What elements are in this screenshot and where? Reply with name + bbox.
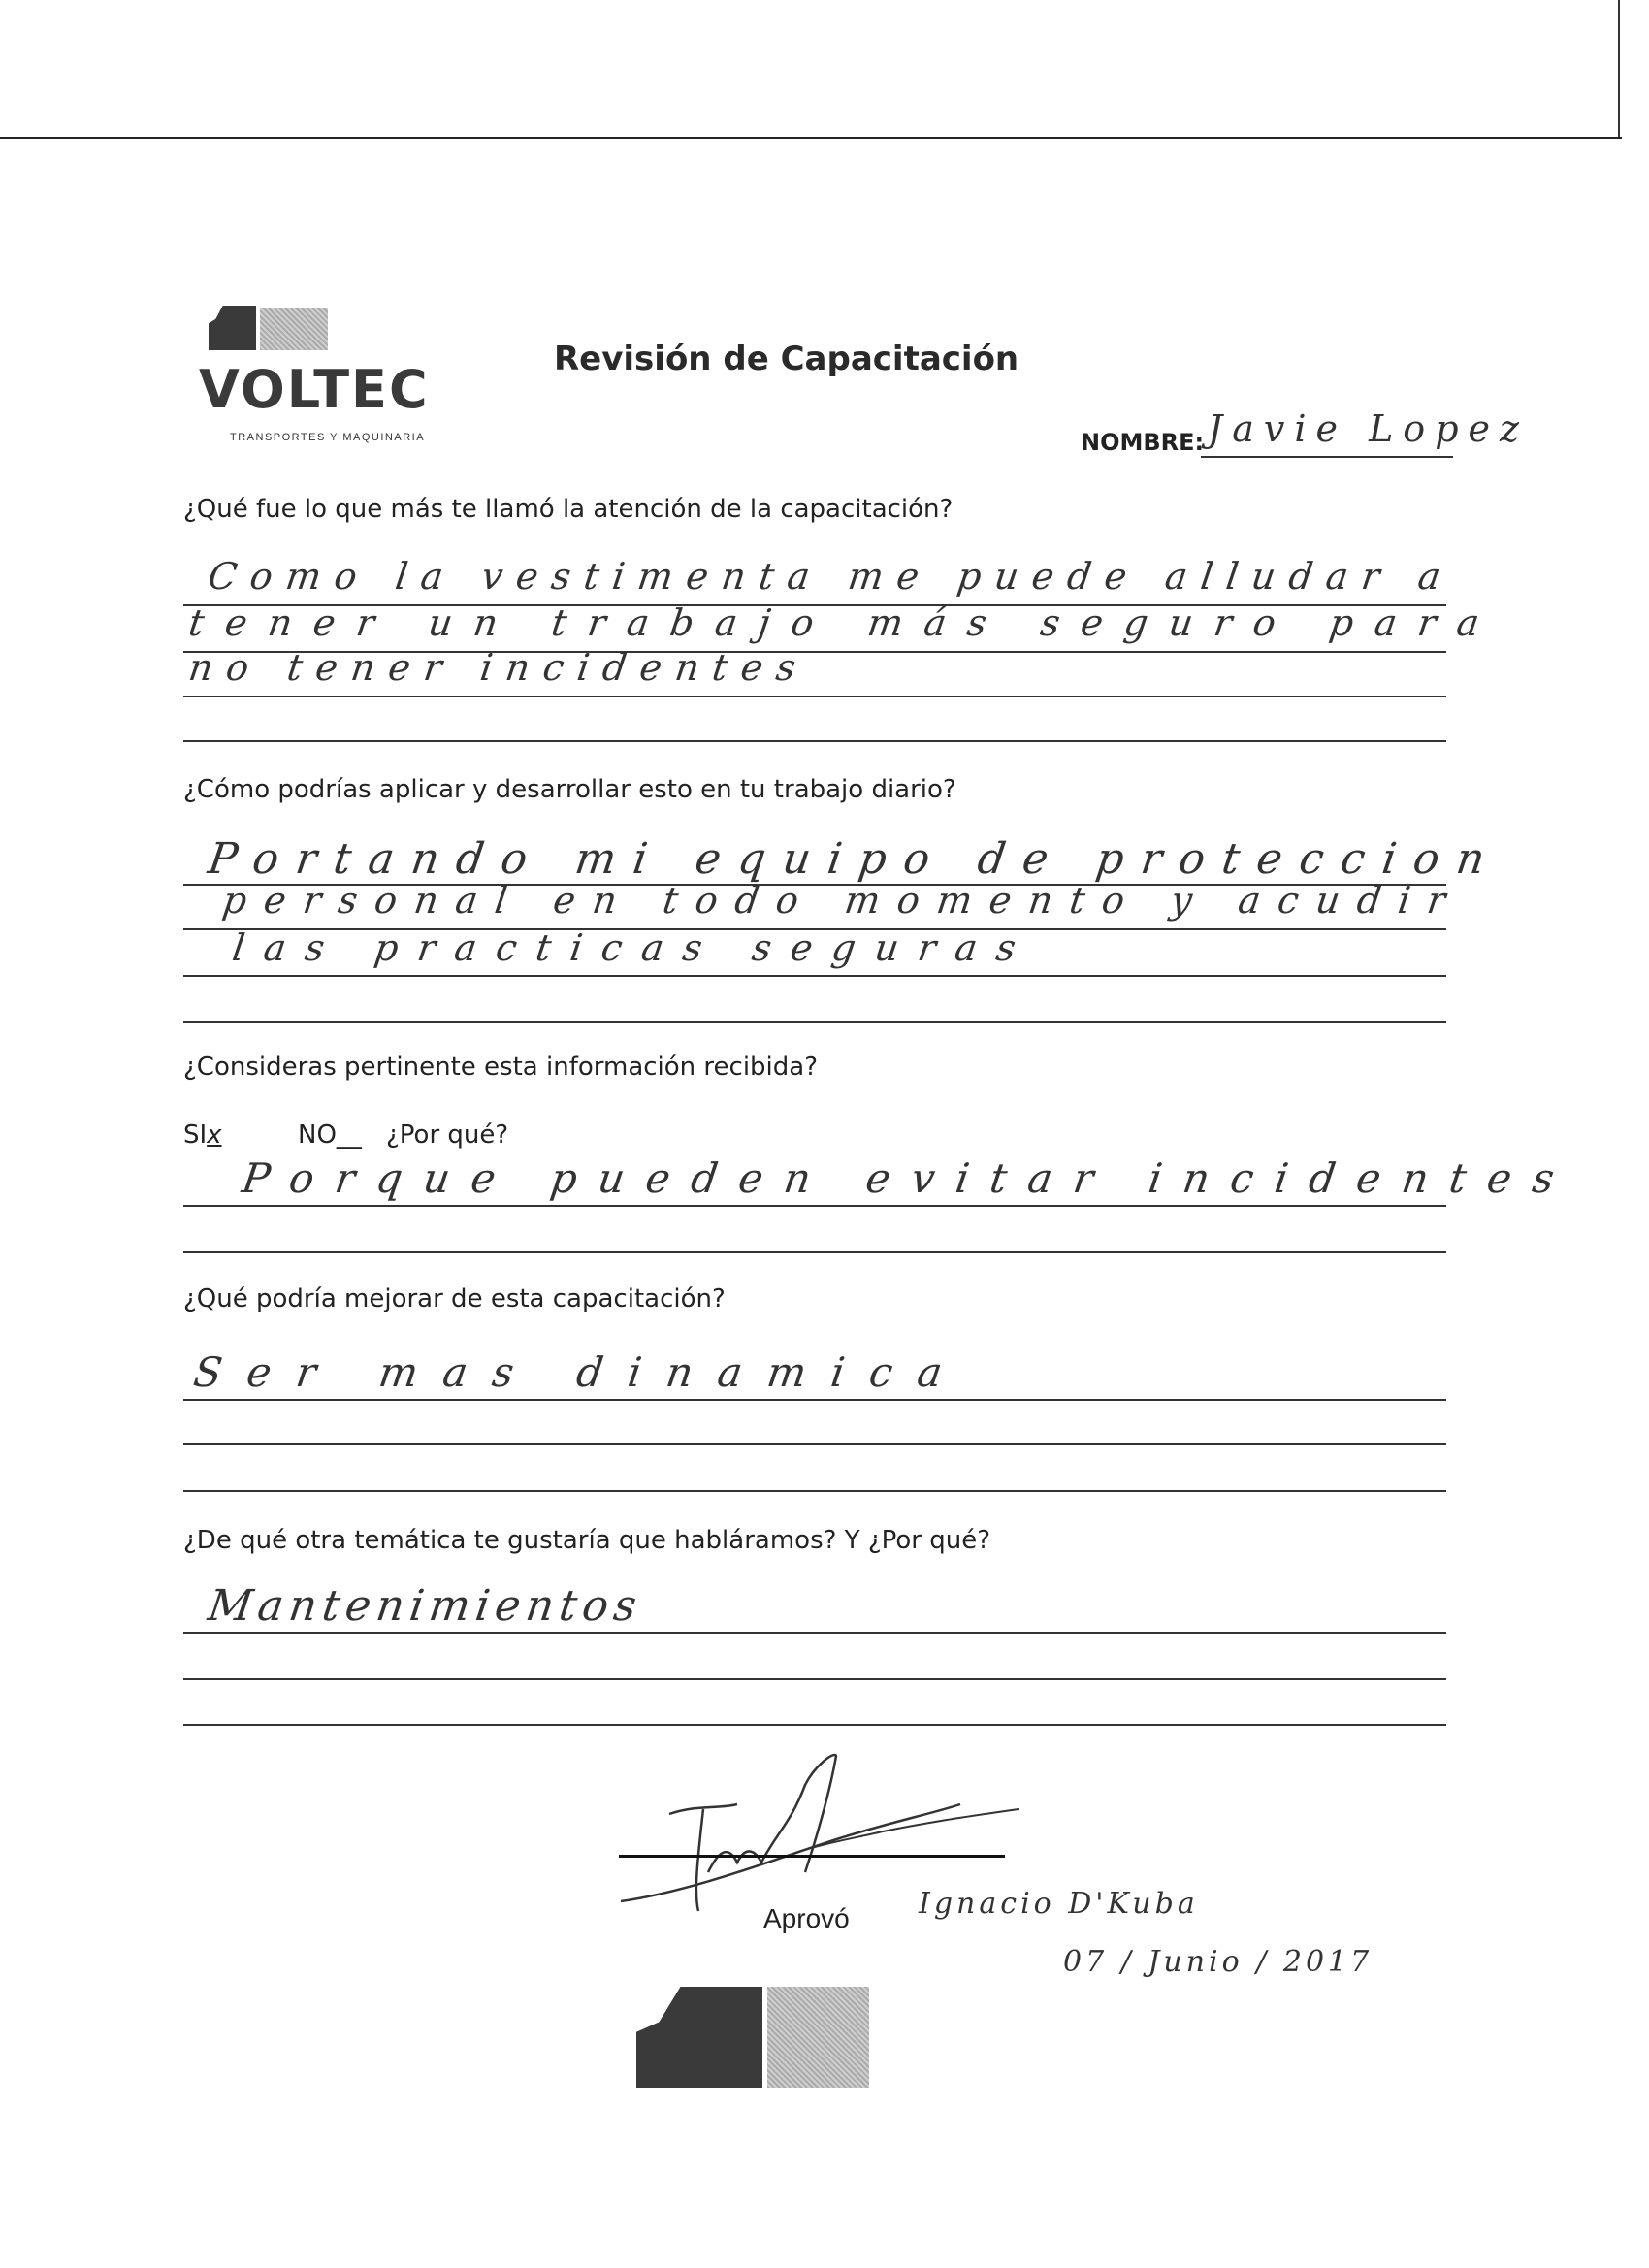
yes-option[interactable]: [183, 1120, 222, 1150]
answer-line: [183, 1678, 1446, 1680]
answer-line: [183, 1632, 1446, 1634]
answer-2-line-2: personal en todo momento y acudir: [219, 879, 1467, 922]
yes-label: SI: [183, 1120, 208, 1150]
answer-4-line-1: Ser mas dinamica: [190, 1348, 971, 1396]
answer-1-line-1: Como la vestimenta me puede alludar a: [205, 555, 1457, 598]
answer-1-line-2: tener un trabajo más seguro para: [185, 601, 1504, 644]
scan-edge-horizontal: [0, 137, 1622, 139]
page-title: Revisión de Capacitación: [554, 340, 1019, 378]
voltec-logo: [199, 301, 430, 446]
answer-3-line-1: Porque pueden evitar incidentes: [239, 1154, 1579, 1202]
name-label: NOMBRE:: [1081, 429, 1205, 456]
logo-dark-block: [209, 306, 256, 350]
answer-line: [183, 975, 1446, 977]
footer-logo-dark-block: [636, 1987, 762, 2088]
answer-5-line-1: Mantenimientos: [205, 1581, 646, 1631]
answer-line: [183, 696, 1446, 697]
question-2: ¿Cómo podrías aplicar y desarrollar esto en tu trabajo diario?: [183, 775, 956, 804]
approval-label: Aprovó: [763, 1903, 850, 1933]
answer-line: [183, 1399, 1446, 1401]
logo-gray-block: [260, 308, 328, 350]
answer-line: [183, 1490, 1446, 1492]
answer-line: [183, 1443, 1446, 1445]
logo-wordmark: VOLTEC: [199, 359, 430, 420]
answer-line: [183, 1205, 1446, 1207]
approver-name: Ignacio D'Kuba: [919, 1887, 1199, 1921]
footer-logo-gray-block: [767, 1987, 869, 2088]
answer-line: [183, 1021, 1446, 1023]
why-label: ¿Por qué?: [386, 1120, 509, 1150]
answer-2-line-1: Portando mi equipo de proteccion: [205, 834, 1505, 884]
question-1: ¿Qué fue lo que más te llamó la atención de la capacitación?: [183, 495, 954, 524]
logo-tagline: TRANSPORTES Y MAQUINARIA: [230, 432, 426, 443]
question-5: ¿De qué otra temática te gustaría que habláramos? Y ¿Por qué?: [183, 1526, 991, 1555]
signature-line: [619, 1855, 1005, 1858]
name-value: Javie Lopez: [1208, 407, 1530, 450]
yes-checkmark: x: [207, 1120, 222, 1150]
footer-logo: [636, 1985, 937, 2090]
answer-1-line-3: no tener incidentes: [185, 646, 813, 689]
no-option[interactable]: NO__: [298, 1120, 362, 1150]
approval-date: 07 / Junio / 2017: [1063, 1945, 1374, 1979]
answer-line: [183, 1251, 1446, 1253]
scan-edge-vertical: [1618, 0, 1620, 138]
answer-2-line-3: las practicas seguras: [229, 926, 1038, 969]
question-4: ¿Qué podría mejorar de esta capacitación?: [183, 1284, 726, 1313]
question-3: ¿Consideras pertinente esta información recibida?: [183, 1053, 819, 1082]
answer-line: [183, 1724, 1446, 1726]
answer-line: [183, 740, 1446, 742]
name-underline: [1201, 456, 1453, 458]
